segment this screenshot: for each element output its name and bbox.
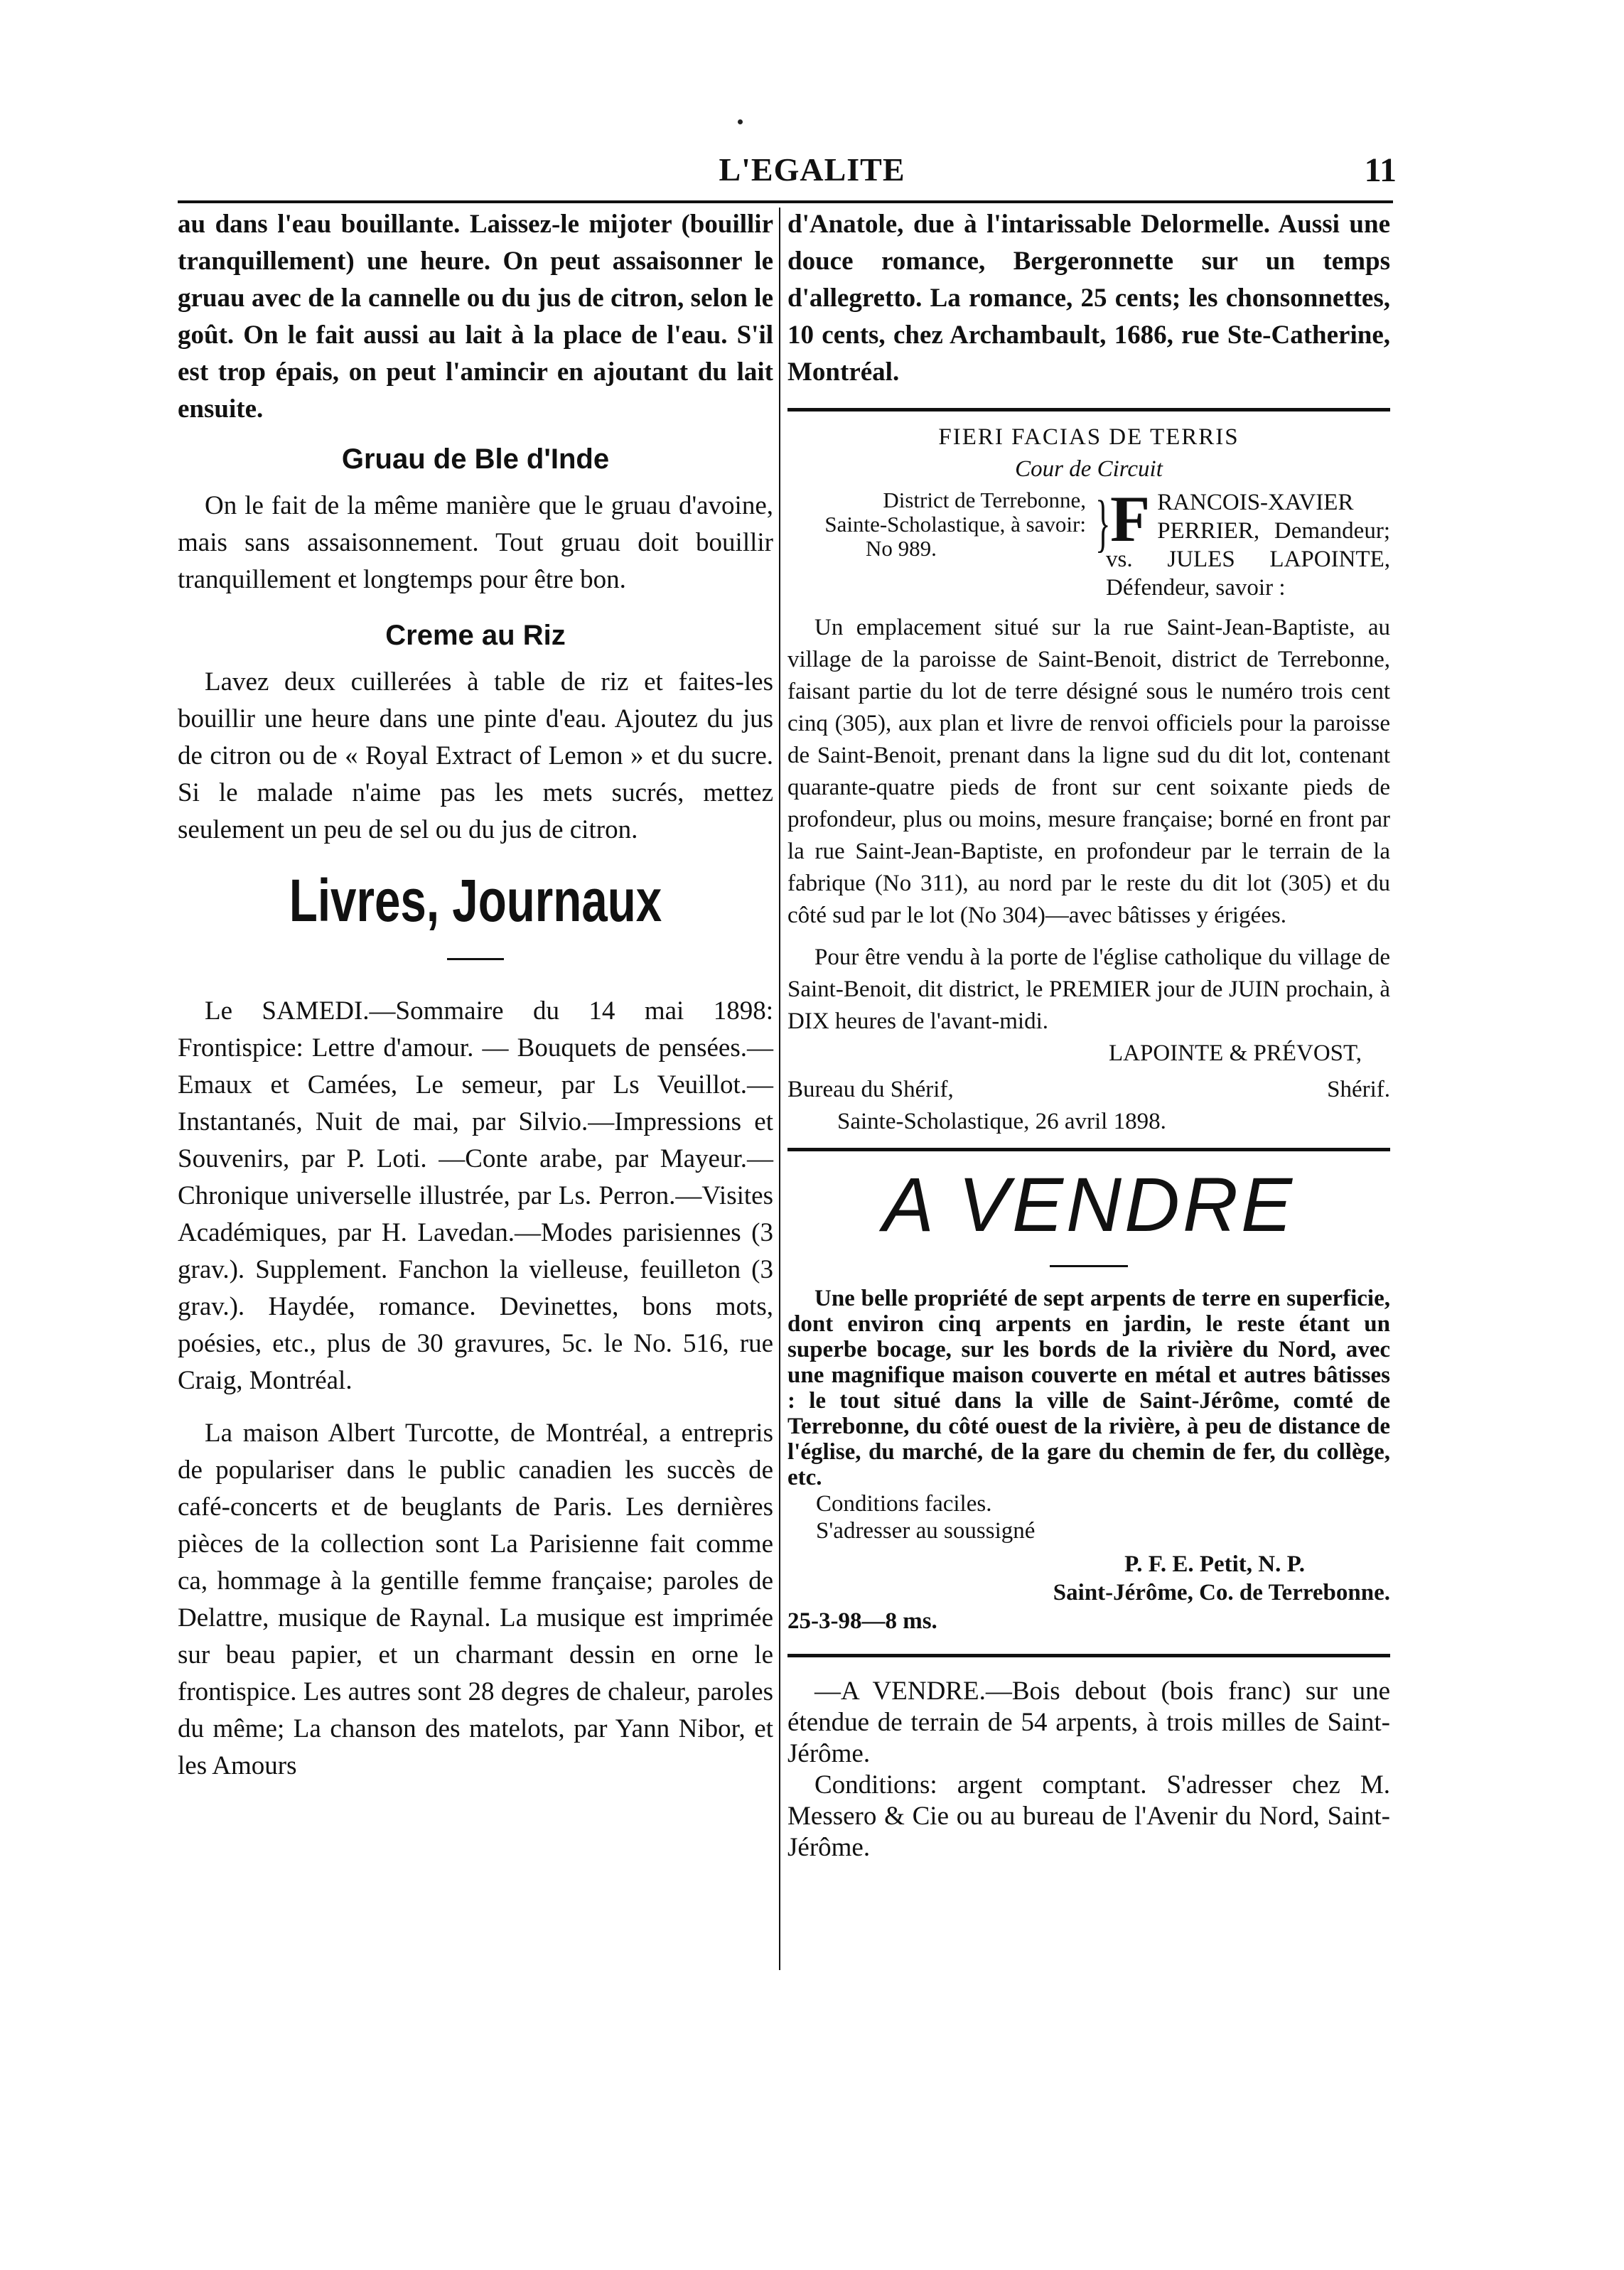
column-divider: [779, 208, 780, 1970]
notice-title: FIERI FACIAS DE TERRIS: [938, 424, 1239, 450]
avendre-date: 25-3-98—8 ms.: [787, 1608, 937, 1634]
page-header-title: L'EGALITE: [719, 151, 905, 188]
avendre-rule: [1050, 1265, 1128, 1267]
section-heading-livres: Livres, Journaux: [289, 867, 662, 934]
avendre-conditions: Conditions faciles.: [816, 1491, 992, 1517]
avendre-contact: S'adresser au soussigné: [816, 1518, 1036, 1544]
recipe-heading-gruau: Gruau de Ble d'Inde: [341, 443, 610, 475]
case-plaintiff: RANCOIS-XAVIER PERRIER,: [1157, 490, 1354, 544]
brace-glyph: }: [1095, 488, 1111, 559]
section-rule: [447, 958, 504, 960]
avendre-body: Une belle propriété de sept arpents de terre en superficie, dont environ cinq arpents en jardin, le reste étant un superbe bocage, sur les bords de la rivière du Nord, avec une magnifique maison couverte en métal et autres bâtisses : le tout situé dans la ville de Saint-Jérôme, comté de Terrebonne, du côté ouest de la rivière, à peu de distance de l'église, du marché, de la gare du chemin de fer, du collège, etc.: [787, 1286, 1390, 1490]
recipe-text-creme: Lavez deux cuillerées à table de riz et faites-les bouillir une heure dans une pinte d'eau. Ajoutez du jus de citron ou de « Royal Extract of Lemon » et du sucre. Si le malade n'aime pas les mets sucrés, mettez seulement un peu de sel ou du jus de citron.: [178, 667, 773, 844]
turcotte-notice: La maison Albert Turcotte, de Montréal, a entrepris de populariser dans le public canadien les succès de café-concerts et de beuglants de Paris. Les dernières pièces de la collection sont La Parisienne fait comme ca, hommage à la gentille femme française; paroles de Delattre, musique de Raynal. La musique est imprimée sur beau papier, et un charmant dessin en orne le frontispice. Les autres sont 28 degres de chaleur, paroles du même; La chanson des matelots, par Yann Nibor, et les Amours: [178, 1419, 773, 1780]
avendre-rule-bottom: [787, 1654, 1390, 1657]
recipe-heading-creme: Creme au Riz: [385, 620, 566, 651]
case-district-line: District de Terrebonne,: [883, 488, 1086, 512]
notice-bureau-line: [787, 1074, 1390, 1106]
notice-sheriffs: LAPOINTE & PRÉVOST,: [1109, 1040, 1362, 1066]
case-locality-line: Sainte-Scholastique, à savoir:: [824, 512, 1086, 537]
notice-rule-top: [787, 408, 1390, 411]
samedi-summary: Le SAMEDI.—Sommaire du 14 mai 1898: Frontispice: Lettre d'amour. — Bouquets de pensées.—Emaux et Camées, Le semeur, par Ls Veuillot.—Instantanés, Nuit de mai, par Silvio.—Impressions et Souvenirs, par P. Loti. —Conte arabe, par Mayeur.—Chronique universelle illustrée, par Ls. Perron.—Visites Académiques, par H. Lavedan.—Modes parisiennes (3 grav.). Supplement. Fanchon la vielleuse, feuilleton (3 grav.). Haydée, romance. Devinettes, bons mots, poésies, etc., plus de 30 gravures, 5c. le No. 516, rue Craig, Montréal.: [178, 996, 773, 1395]
notice-court: Cour de Circuit: [1015, 456, 1163, 482]
bois-debout-ad: —A VENDRE.—Bois debout (bois franc) sur une étendue de terrain de 54 arpents, à trois milles de Saint-Jérôme.: [787, 1677, 1390, 1768]
music-notice-continued: d'Anatole, due à l'intarissable Delormelle. Aussi une douce romance, Bergeronnette sur un temps d'allegretto. La romance, 25 cents; les chonsonnettes, 10 cents, chez Archambault, 1686, rue Ste-Catherine, Montréal.: [787, 210, 1390, 387]
notice-sale: Pour être vendu à la porte de l'église catholique du village de Saint-Benoit, dit district, le PREMIER jour de JUIN prochain, à DIX heures de l'avant-midi.: [787, 945, 1390, 1034]
case-defendant: Demandeur; vs. JULES LAPOINTE, Défendeur, savoir :: [1106, 518, 1390, 601]
avendre-location: Saint-Jérôme, Co. de Terrebonne.: [1053, 1580, 1390, 1605]
case-caption: [787, 483, 1390, 602]
case-number-line: No 989.: [866, 536, 937, 561]
notice-sherif: Shérif.: [1327, 1077, 1390, 1102]
left-column: [178, 206, 773, 1785]
notice-bureau: Bureau du Shérif,: [787, 1077, 954, 1102]
recipe-text-continued: au dans l'eau bouillante. Laissez-le mijoter (bouillir tranquillement) une heure. On peut assaisonner le gruau avec de la cannelle ou du jus de citron, selon le goût. On le fait aussi au lait à la place de l'eau. S'il est trop épais, on peut l'amincir en ajoutant du lait ensuite.: [178, 210, 773, 424]
notice-body: Un emplacement situé sur la rue Saint-Jean-Baptiste, au village de la paroisse de Saint-Benoit, district de Terrebonne, faisant partie du lot de terre désigné sous le numéro trois cent cinq (305), aux plan et livre de renvoi officiels pour la paroisse de Saint-Benoit, prenant dans la ligne sud du dit lot, contenant quarante-quatre pieds de front sur cent soixante pieds de profondeur, plus ou moins, mesure française; borné en front par la rue Saint-Jean-Baptiste, en profondeur par le terrain de la fabrique (No 311), au nord par le reste du dit lot (305) et du côté sud par le lot (No 304)—avec bâtisses y érigées.: [787, 615, 1390, 928]
recipe-text-gruau: On le fait de la même manière que le gruau d'avoine, mais sans assaisonnement. Tout gruau doit bouillir tranquillement et longtemps pour être bon.: [178, 491, 773, 594]
page-number: 11: [1364, 151, 1397, 189]
notice-rule-bottom: [787, 1148, 1390, 1151]
avendre-heading: A VENDRE: [882, 1161, 1296, 1247]
print-speck: [738, 119, 743, 124]
avendre-signer: P. F. E. Petit, N. P.: [1124, 1551, 1305, 1577]
right-column: [787, 206, 1390, 1863]
case-district: [787, 488, 1092, 561]
header-rule: [178, 200, 1393, 203]
drop-cap: F: [1110, 483, 1151, 555]
case-parties: [1106, 483, 1390, 602]
notice-date: Sainte-Scholastique, 26 avril 1898.: [837, 1109, 1166, 1134]
bois-debout-conditions: Conditions: argent comptant. S'adresser chez M. Messero & Cie ou au bureau de l'Avenir du Nord, Saint-Jérôme.: [787, 1770, 1390, 1862]
